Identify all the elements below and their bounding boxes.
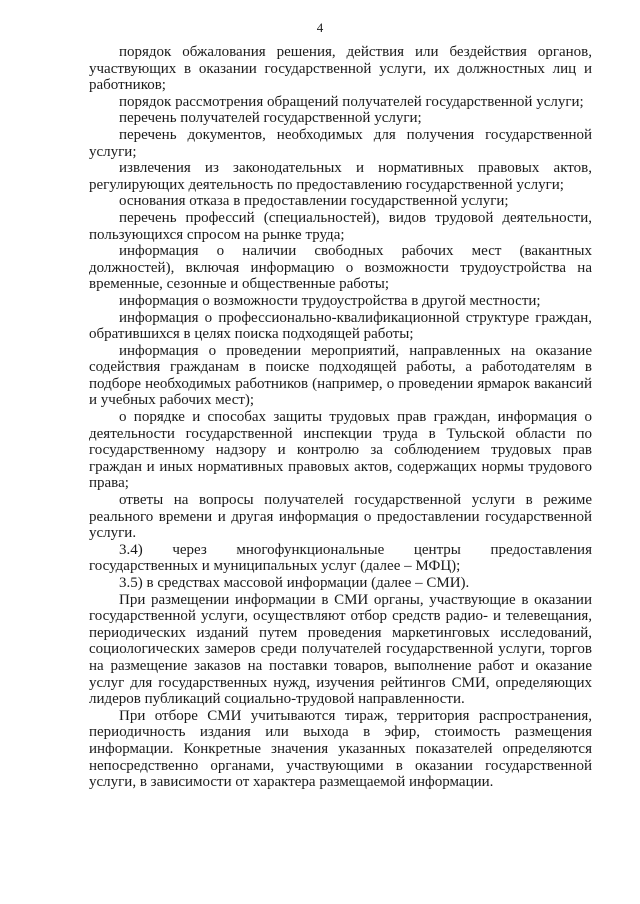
paragraph-events-info: информация о проведении мероприятий, направленных на оказание содействия гражданам в поиске подходящей работы, а работодателям в подборе необходимых работников (например, о проведении ярмарок вакансий и учебных рабочих мест); [89,342,592,409]
paragraph-complaints-procedure: порядок рассмотрения обращений получателей государственной услуги; [119,93,584,110]
paragraph-appeal-procedure: порядок обжалования решения, действия или бездействия органов, участвующих в оказании государственной услуги, их должностных лиц и работников; [89,44,592,94]
paragraph-refusal-grounds: основания отказа в предоставлении государственной услуги; [119,193,509,210]
paragraph-recipients-list: перечень получателей государственной услуги; [119,110,422,127]
paragraph-media-selection: При размещении информации в СМИ органы, участвующие в оказании государственной услуги, осуществляют отбор средств радио- и телевещания, периодических изданий путем проведения маркетинговых исследований, социологических замеров среди получателей государственной услуги, торгов на размещение заказов на поставки товаров, выполнение работ и оказание услуг для государственных нужд, изучения рейтингов СМИ, определяющих лидеров публикаций социально-трудовой направленности. [89,591,592,708]
paragraph-professions-list: перечень профессий (специальностей), видов трудовой деятельности, пользующихся спросом на рынке труда; [89,209,592,243]
paragraph-mass-media: 3.5) в средствах массовой информации (далее – СМИ). [119,575,470,591]
paragraph-mfc: 3.4) через многофункциональные центры предоставления государственных и муниципальных услуг (далее – МФЦ); [89,541,592,575]
paragraph-labor-rights: о порядке и способах защиты трудовых прав граждан, информация о деятельности государственной инспекции труда в Тульской области по государственному надзору и контролю за соблюдением трудовых прав граждан и иных нормативных правовых актов, содержащих нормы трудового права; [89,409,592,492]
page-number: 4 [316,20,324,35]
paragraph-realtime-answers: ответы на вопросы получателей государственной услуги в режиме реального времени и другая информация о предоставлении государственной услуги. [89,492,592,542]
paragraph-relocation-info: информация о возможности трудоустройства в другой местности; [119,292,541,309]
paragraph-documents-list: перечень документов, необходимых для получения государственной услуги; [89,126,592,160]
paragraph-legal-extracts: извлечения из законодательных и нормативных правовых актов, регулирующих деятельность по предоставлению государственной услуги; [89,160,592,193]
paragraph-qualification-structure: информация о профессионально-квалификационной структуре граждан, обратившихся в целях поиска подходящей работы; [89,309,592,343]
paragraph-media-criteria: При отборе СМИ учитываются тираж, территория распространения, периодичность издания или выхода в эфир, стоимость размещения информации. Конкретные значения указанных показателей определяются непосредственно органами, участвующими в оказании государственной услуги, в зависимости от характера размещаемой информации. [89,707,592,791]
document-body [89,44,592,791]
paragraph-vacancies-info: информация о наличии свободных рабочих мест (вакантных должностей), включая информацию о возможности трудоустройства на временные, сезонные и общественные работы; [89,243,592,293]
